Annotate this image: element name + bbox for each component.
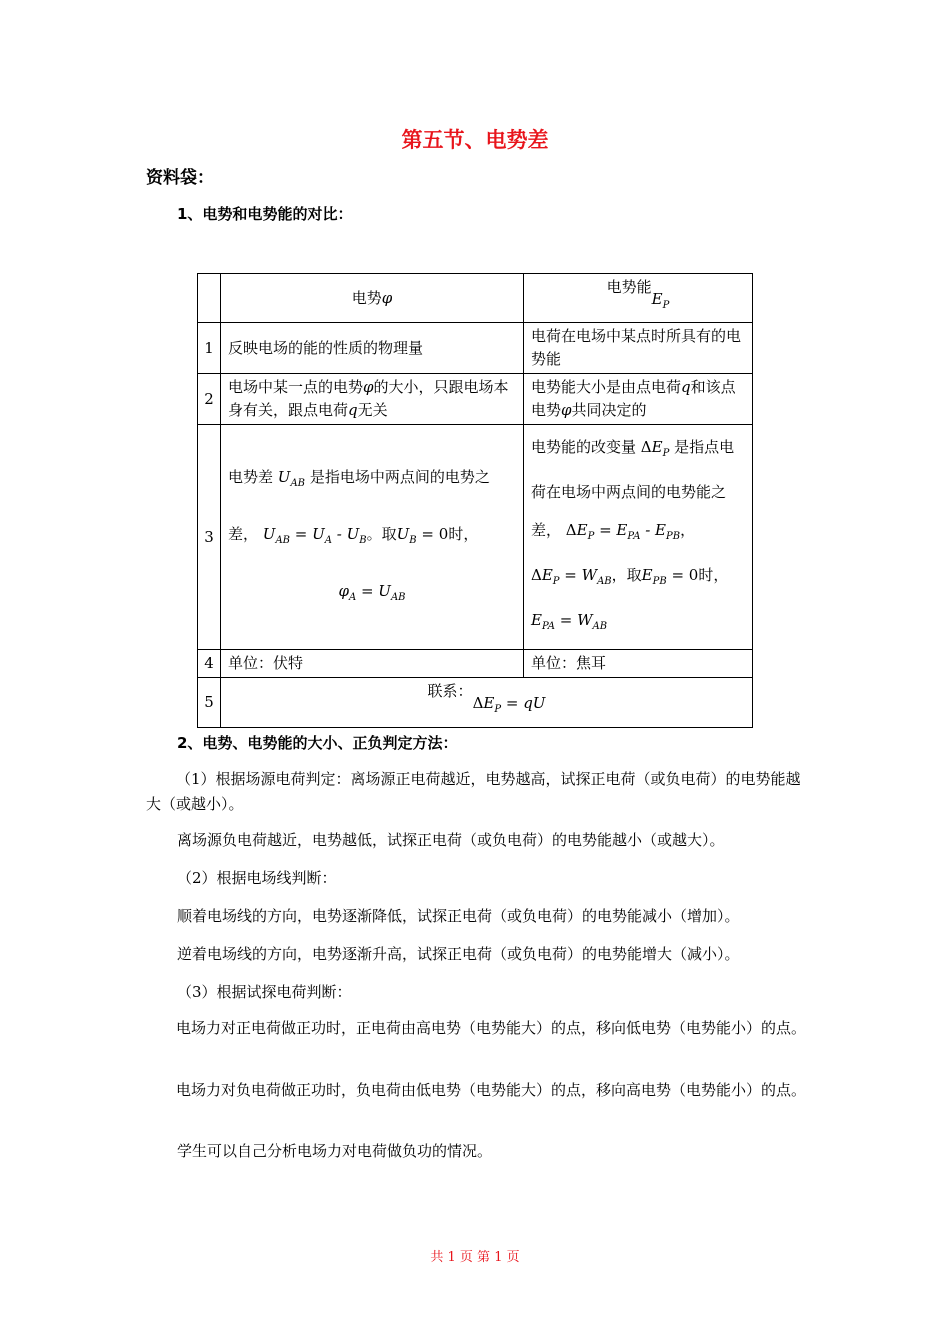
row-potential-cell: 单位：伏特 — [221, 650, 524, 678]
paragraph: 逆着电场线的方向，电势逐渐升高，试探正电荷（或负电荷）的电势能增大（减小）。 — [177, 945, 740, 963]
paragraph: （3）根据试探电荷判断： — [177, 983, 352, 1001]
formula-ub-zero: $U_B = 0$ — [396, 524, 449, 546]
table-row — [198, 650, 753, 678]
row-energy-cell: 电势能的改变量 $\Delta E_P$ 是指点电荷在电场中两点间的电势能之差， $\Delta E_P = E_{PA} - E_{PB}$， $\Delta E_P = W_{AB}$，取$E_{PB} = 0$时， $E_{PA} = W_{AB}$ — [524, 425, 753, 650]
paragraph: （1）根据场源电荷判定：离场源正电荷越近，电势越高，试探正电荷（或负电荷）的电势能越大（或越小）。 — [146, 770, 801, 813]
page-footer: 共 1 页 第 1 页 — [430, 1250, 520, 1265]
paragraph: 电场力对负电荷做正功时，负电荷由低电势（电势能大）的点，移向高电势（电势能小）的点。 — [176, 1081, 807, 1099]
header-potential: 电势φ — [221, 274, 524, 323]
row-number: 1 — [198, 323, 221, 374]
heading-comparison: 1、电势和电势能的对比： — [177, 205, 353, 223]
paragraph: （2）根据电场线判断： — [177, 869, 337, 887]
row-number: 4 — [198, 650, 221, 678]
formula-uab-def: $U_{AB} = U_A - U_B$ — [262, 524, 367, 546]
formula-uab: $U_{AB}$ — [277, 467, 306, 489]
formula-epa-w: $E_{PA} = W_{AB}$ — [531, 611, 608, 632]
paragraph: 顺着电场线的方向，电势逐渐降低，试探正电荷（或负电荷）的电势能减小（增加）。 — [177, 907, 740, 925]
row-relation-cell: 联系：$\Delta E_P$ = qU — [221, 678, 753, 728]
table-header-row — [198, 274, 753, 323]
row-number: 5 — [198, 678, 221, 728]
header-num-cell — [198, 274, 221, 323]
row-number: 3 — [198, 425, 221, 650]
formula-delta-ep: $\Delta E_P$ — [640, 438, 670, 459]
page-title: 第五节、电势差 — [401, 128, 549, 152]
formula-delta-ep-def: $\Delta E_P = E_{PA} - E_{PB}$ — [565, 521, 681, 542]
table-row — [198, 678, 753, 728]
formula-delta-ep-w: $\Delta E_P = W_{AB}$ — [531, 566, 612, 587]
table-row — [198, 323, 753, 374]
row-potential-cell: 反映电场的能的性质的物理量 — [221, 323, 524, 374]
row-number: 2 — [198, 374, 221, 425]
row-energy-cell: 电势能大小是由点电荷q和该点电势φ共同决定的 — [524, 374, 753, 425]
row-potential-cell: 电场中某一点的电势φ的大小，只跟电场本身有关，跟点电荷q无关 — [221, 374, 524, 425]
paragraph: 离场源负电荷越近，电势越低，试探正电荷（或负电荷）的电势能越小（或越大）。 — [177, 831, 725, 849]
table-row — [198, 374, 753, 425]
row-energy-cell: 电荷在电场中某点时所具有的电势能 — [524, 323, 753, 374]
paragraph: 电场力对正电荷做正功时，正电荷由高电势（电势能大）的点，移向低电势（电势能小）的点。 — [176, 1019, 807, 1037]
formula-relation: $\Delta E_P$ = qU — [472, 694, 546, 715]
comparison-table — [197, 273, 753, 728]
section-title: 资料袋： — [146, 168, 214, 188]
row-energy-cell: 单位：焦耳 — [524, 650, 753, 678]
paragraph: 学生可以自己分析电场力对电荷做负功的情况。 — [177, 1142, 493, 1160]
formula-epb-zero: $E_{PB} = 0$ — [641, 566, 699, 587]
row-potential-cell: 电势差 $U_{AB}$ 是指电场中两点间的电势之差， $U_{AB} = U_A - U_B$。取$U_B = 0$时， $\varphi_A = U_{AB}$ — [221, 425, 524, 650]
formula-phi-a: $\varphi_A = U_{AB}$ — [338, 581, 406, 603]
heading-methods: 2、电势、电势能的大小、正负判定方法： — [177, 734, 458, 752]
header-potential-energy: 电势能$E_P$ — [524, 274, 753, 323]
table-row — [198, 425, 753, 650]
